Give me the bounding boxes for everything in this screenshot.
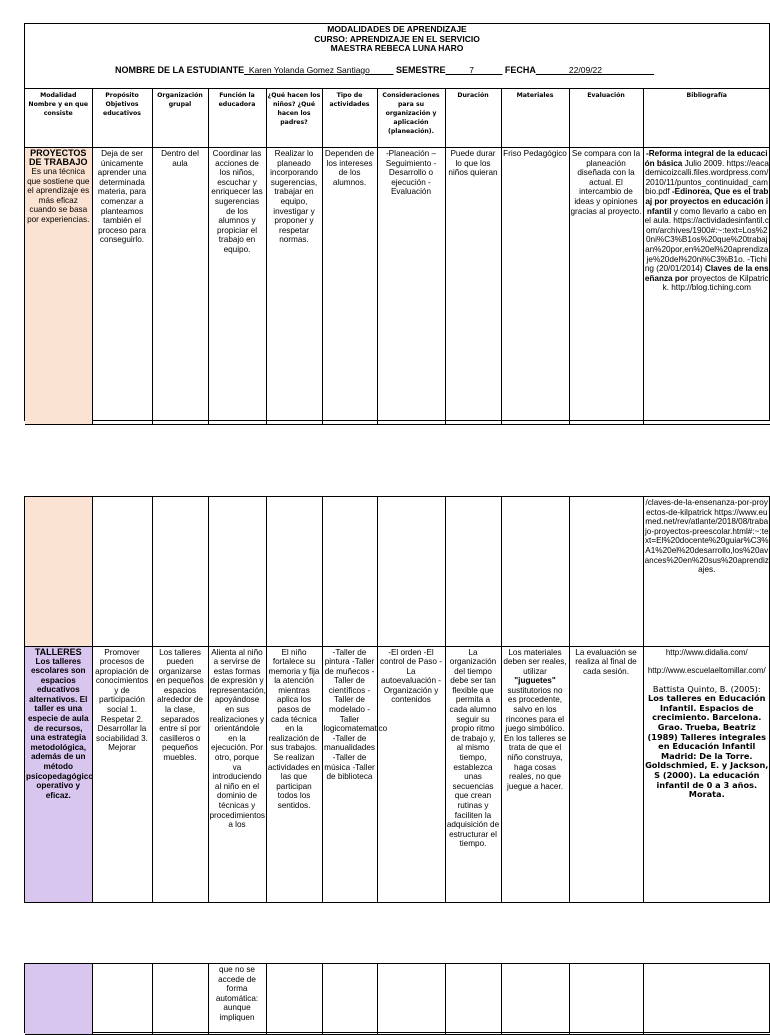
cell-empty	[152, 964, 208, 1034]
cell-empty	[92, 497, 152, 646]
cell-que-hacen: El niño fortalece su memoria y fija la atención mientras aplica los pasos de cada técnica en la realización de sus trabajos. Se realizan actividades en las que participan todos los sentidos.	[266, 646, 322, 902]
cell-empty	[322, 497, 377, 646]
date-value: _______22/09/22___________	[535, 65, 655, 75]
bib-link[interactable]: https://actividadesinfantil.com/archives/1900#:~:text=Los%20ni%C3%B1os%20que%20trabajan%20por,en%20el%20aprendizaje%20del%20ni%C3%B1o.	[645, 216, 769, 264]
cell-funcion: que no se accede de forma automática: aunque impliquen	[208, 964, 266, 1034]
cell-evaluacion: La evaluación se realiza al final de cada sesión.	[569, 646, 643, 902]
cell-empty	[377, 964, 445, 1034]
cell-consideraciones: -Planeación – Seguimiento - Desarrollo o ejecución - Evaluación	[377, 148, 445, 425]
bib-ref-text: proyectos de Kilpatrick.	[662, 273, 769, 293]
teacher-name: MAESTRA REBECA LUNA HARO	[330, 43, 464, 53]
col-header-consideraciones: Consideraciones para su organización y aplicación (planeación).	[377, 89, 445, 148]
col-header-bibliografia: Bibliografía	[643, 89, 770, 148]
materials-text: Los materiales deben ser reales, utilizar	[503, 647, 567, 676]
cell-duracion: La organización del tiempo debe ser tan flexible que permita a cada alumno seguir su propio ritmo de trabajo y, al mismo tiempo, establezca unas secuencias que crean rutinas y faciliten la adquisición de estructurar el tiempo.	[445, 646, 501, 902]
cell-empty	[208, 497, 266, 646]
date-label: FECHA	[504, 65, 536, 75]
cell-funcion: Coordinar las acciones de los niños, escuchar y enriquecer las sugerencias de los alumnos y propiciar el trabajo en equipo.	[208, 148, 266, 425]
semester-label: SEMESTRE	[396, 65, 446, 75]
bib-ref-title: Claves de la enseñanza por	[644, 264, 769, 283]
cell-organizacion: Dentro del aula	[152, 148, 208, 425]
document-title: MODALIDADES DE APRENDIZAJE	[327, 24, 467, 34]
modality-cell-proyectos	[25, 148, 92, 425]
bib-ref-text: Barcelona. Grao.	[657, 712, 762, 733]
cell-bibliografia	[643, 646, 770, 902]
cell-empty	[266, 964, 322, 1034]
bib-link[interactable]: /claves-de-la-ensenanza-por-proyectos-de-kilpatrick https://www.eumed.net/rev/atlante/2018/08/trabajo-proyectos-preescolar.html#:~:text=El%20docente%20guiar%C3%A1%20el%20desarrollo,los%20avances%20en%20sus%20aprendizajes.	[644, 498, 769, 575]
cell-actividades: Dependen de los intereses de los alumnos.	[322, 148, 377, 425]
cell-bibliografia	[643, 497, 770, 646]
col-header-proposito: Propósito Objetivos educativos	[92, 89, 152, 148]
semester-value: _____7______	[445, 65, 503, 75]
cell-empty	[643, 964, 770, 1034]
bib-ref-text: Battista Quinto, B. (2005):	[652, 683, 761, 694]
modality-cell-proyectos-continued	[25, 497, 92, 646]
materials-emphasis: "juguetes"	[514, 676, 556, 686]
col-header-funcion: Función la educadora	[208, 89, 266, 148]
bib-link[interactable]: http://blog.tiching.com	[671, 283, 751, 293]
modalities-table	[25, 89, 770, 425]
table-row	[25, 646, 770, 902]
cell-funcion: Alienta al niño a servirse de estas formas de expresión y representación, apoyándose en sus realizaciones y orientándole en la ejecución. Por otro, porque va introduciendo al niño en el dominio de técnicas y procedimientos a los	[208, 646, 266, 902]
student-label: NOMBRE DE LA ESTUDIANTE	[115, 65, 245, 75]
cell-empty	[569, 497, 643, 646]
modality-description: Los talleres escolares son espacios educativos alternativos. El taller es una especie de aula de recursos, una estrategia metodológica, además de un método psicopedagógico operativo y eficaz.	[26, 656, 94, 800]
cell-organizacion: Los talleres pueden organizarse en pequeños espacios alrededor de la clase, separados entre sí por casilleros o pequeños muebles.	[152, 646, 208, 902]
cell-empty	[152, 497, 208, 646]
bib-ref-title: -Edinorea, Que es el trabaj por proyectos en educación infantil	[645, 187, 769, 216]
cell-duracion: Puede durar lo que los niños quieran	[445, 148, 501, 425]
modalities-table-continued	[25, 497, 770, 903]
table-row	[25, 148, 770, 425]
modality-cell-talleres-continued	[25, 964, 92, 1034]
modalities-table-continued	[25, 964, 770, 1035]
bib-ref-title: Los talleres en Educación Infantil. Espacios de crecimiento.	[648, 693, 766, 723]
cell-materiales	[501, 646, 569, 902]
modality-cell-talleres	[25, 646, 92, 902]
col-header-actividades: Tipo de actividades	[322, 89, 377, 148]
table-row	[25, 964, 770, 1034]
col-header-organizacion: Organización grupal	[152, 89, 208, 148]
bib-link[interactable]: http://www.didalia.com/	[665, 647, 748, 657]
modality-name: PROYECTOS DE TRABAJO	[28, 148, 88, 167]
bib-link[interactable]: http://www.escuelaeltomillar.com/	[647, 666, 766, 676]
cell-actividades: -Taller de pintura -Taller de muñecos -Taller de científicos -Taller de modelado -Taller logicomatematico -Taller de manualidades -Taller de música -Taller de biblioteca	[322, 646, 377, 902]
modality-name: TALLERES	[34, 646, 82, 657]
col-header-materiales: Materiales	[501, 89, 569, 148]
bib-ref-text: Trueba, Beatriz (1989) Talleres integrales en Educación Infantil Madrid: De la Torre.	[647, 722, 766, 761]
col-header-duracion: Duración	[445, 89, 501, 148]
col-header-modalidad: Modalidad Nombre y en que consiste	[25, 89, 92, 148]
cell-empty	[569, 964, 643, 1034]
bib-ref-title: -Reforma integral de la educación básica	[644, 149, 768, 168]
cell-bibliografia	[643, 148, 770, 425]
cell-materiales: Friso Pedagógico	[501, 148, 569, 425]
bib-link[interactable]: https://eacademicoizcalli.files.wordpress.com/2010/11/puntos_continuidad_cambio.pdf	[645, 158, 769, 197]
table-page-2	[24, 496, 770, 903]
modality-description: Es una técnica que sostiene que el aprendizaje es más eficaz cuando se basa por experiencias.	[27, 167, 90, 224]
table-row	[25, 497, 770, 646]
bib-ref-text: -Tiching (20/01/2014)	[644, 254, 767, 274]
course-name: CURSO: APRENDIZAJE EN EL SERVICIO	[314, 33, 480, 44]
document-header	[25, 24, 769, 89]
materials-text: sustitutorios no es procedente, salvo en los rincones para el juego simbólico. En los talleres se trata de que el niño construya, haga cosas reales, no que juegue a hacer.	[503, 685, 567, 791]
cell-empty	[445, 964, 501, 1034]
cell-evaluacion: Se compara con la planeación diseñada con la actual. El intercambio de ideas y opiniones gracias al proyecto.	[569, 148, 643, 425]
cell-empty	[322, 964, 377, 1034]
cell-consideraciones: -El orden -El control de Paso -La autoevaluación -Organización y contenidos	[377, 646, 445, 902]
cell-proposito: Deja de ser únicamente aprender una determinada materia, para comenzar a planteamos también el proceso para conseguirlo.	[92, 148, 152, 425]
bib-ref-text: Julio 2009.	[684, 158, 725, 168]
cell-empty	[501, 497, 569, 646]
cell-proposito: Promover procesos de apropiación de conocimientos y de participación social 1. Respetar 2. Desarrollar la sociabilidad 3. Mejorar	[92, 646, 152, 902]
col-header-evaluacion: Evaluación	[569, 89, 643, 148]
table-page-1	[24, 23, 770, 421]
cell-empty	[92, 964, 152, 1034]
col-header-que-hacen: ¿Qué hacen los niños? ¿Qué hacen los padres?	[266, 89, 322, 148]
cell-empty	[377, 497, 445, 646]
table-page-3	[24, 963, 770, 1033]
bib-ref-text: Goldschmied, E. y Jackson, S (2000). La educación infantil de 0 a 3 años. Morata.	[645, 760, 769, 800]
cell-empty	[501, 964, 569, 1034]
table-header-row	[25, 89, 770, 148]
bib-ref-text: y como llevarlo a cabo en el aula.	[644, 206, 767, 226]
cell-empty	[445, 497, 501, 646]
cell-que-hacen: Realizar lo planeado incorporando sugerencias, trabajar en equipo, investigar y proponer y respetar normas.	[266, 148, 322, 425]
student-name: _Karen Yolanda Gomez Santiago_____	[244, 65, 394, 75]
cell-empty	[266, 497, 322, 646]
student-info-line	[115, 65, 654, 75]
